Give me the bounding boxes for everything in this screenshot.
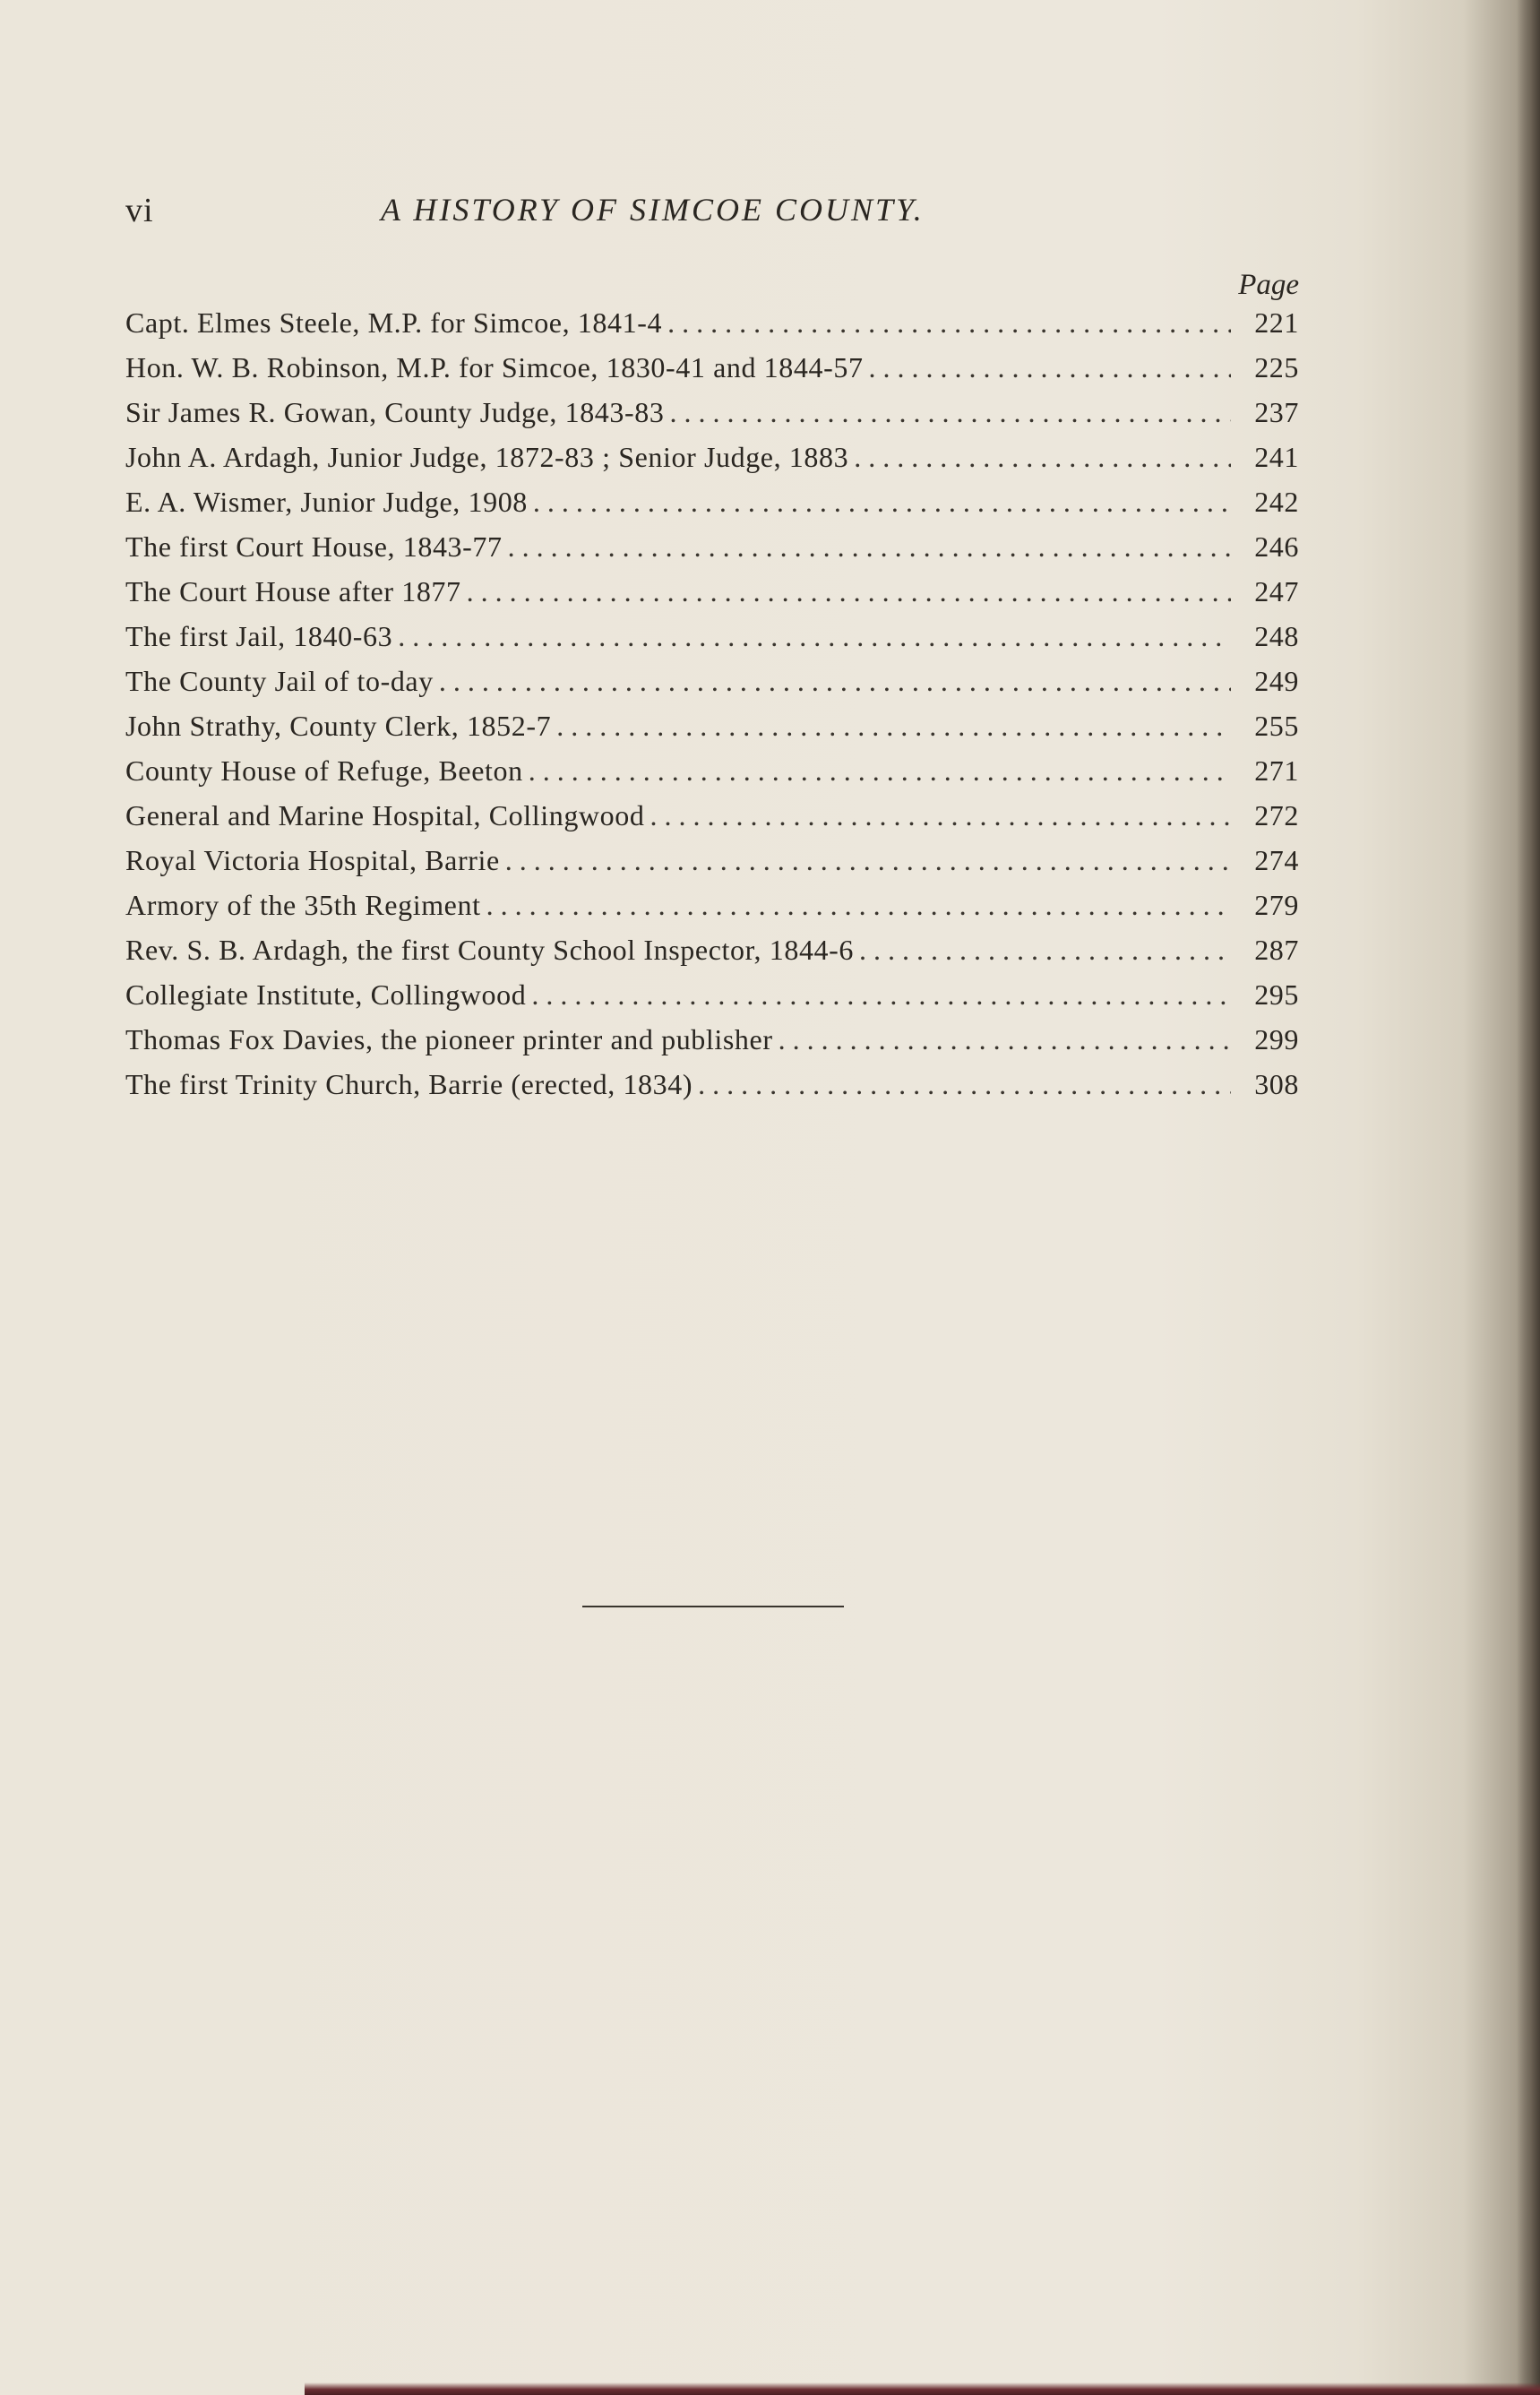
- list-item: [125, 306, 1299, 351]
- entry-page: 246: [1254, 530, 1299, 563]
- entry-title: Collegiate Institute, Collingwood: [125, 978, 527, 1011]
- dot-leader: [439, 665, 1231, 698]
- running-title: A HISTORY OF SIMCOE COUNTY.: [381, 192, 925, 228]
- entry-title: Royal Victoria Hospital, Barrie: [125, 844, 500, 876]
- list-item: [125, 889, 1299, 934]
- entry-title: Rev. S. B. Ardagh, the first County School Inspector, 1844-6: [125, 934, 855, 966]
- entry-title: Armory of the 35th Regiment: [125, 889, 481, 921]
- entry-title: Hon. W. B. Robinson, M.P. for Simcoe, 1830-41 and 1844-57: [125, 351, 864, 383]
- dot-leader: [467, 575, 1231, 608]
- entry-page: 248: [1254, 620, 1299, 652]
- dot-leader: [529, 754, 1231, 788]
- page-column-heading: Page: [1238, 269, 1299, 301]
- entry-page: 249: [1254, 665, 1299, 697]
- list-item: [125, 351, 1299, 396]
- dot-leader: [854, 441, 1231, 474]
- dot-leader: [556, 710, 1231, 743]
- dot-leader: [669, 396, 1231, 429]
- entry-page: 308: [1254, 1068, 1299, 1100]
- dot-leader: [667, 306, 1231, 340]
- list-item: [125, 1068, 1299, 1113]
- list-item: [125, 396, 1299, 441]
- entry-title: The first Trinity Church, Barrie (erected, 1834): [125, 1068, 693, 1100]
- entry-title: John Strathy, County Clerk, 1852-7: [125, 710, 552, 742]
- entry-title: E. A. Wismer, Junior Judge, 1908: [125, 486, 528, 518]
- entry-page: 241: [1254, 441, 1299, 473]
- list-item: [125, 530, 1299, 575]
- dot-leader: [859, 934, 1231, 967]
- entry-page: 255: [1254, 710, 1299, 742]
- list-item: [125, 620, 1299, 665]
- list-item: [125, 934, 1299, 978]
- section-divider: [582, 1606, 844, 1607]
- dot-leader: [869, 351, 1231, 384]
- entry-page: 279: [1254, 889, 1299, 921]
- entry-page: 221: [1254, 306, 1299, 339]
- list-item: [125, 575, 1299, 620]
- entry-title: John A. Ardagh, Junior Judge, 1872-83 ; Senior Judge, 1883: [125, 441, 849, 473]
- entry-page: 271: [1254, 754, 1299, 787]
- entry-page: 237: [1254, 396, 1299, 428]
- entry-page: 247: [1254, 575, 1299, 607]
- illustrations-list: [125, 306, 1299, 1113]
- entry-page: 242: [1254, 486, 1299, 518]
- entry-title: General and Marine Hospital, Collingwood: [125, 799, 645, 831]
- entry-title: Thomas Fox Davies, the pioneer printer and publisher: [125, 1023, 773, 1055]
- entry-page: 274: [1254, 844, 1299, 876]
- dot-leader: [398, 620, 1231, 653]
- entry-page: 299: [1254, 1023, 1299, 1055]
- list-item: [125, 1023, 1299, 1068]
- dot-leader: [505, 844, 1231, 877]
- entry-title: Sir James R. Gowan, County Judge, 1843-83: [125, 396, 665, 428]
- list-item: [125, 754, 1299, 799]
- dot-leader: [486, 889, 1231, 922]
- list-item: [125, 710, 1299, 754]
- dot-leader: [698, 1068, 1231, 1101]
- entry-title: The first Court House, 1843-77: [125, 530, 503, 563]
- dot-leader: [650, 799, 1231, 832]
- entry-title: The Court House after 1877: [125, 575, 461, 607]
- entry-title: The first Jail, 1840-63: [125, 620, 393, 652]
- cover-edge: [305, 2382, 1540, 2395]
- dot-leader: [508, 530, 1231, 564]
- page-number: vi: [125, 192, 154, 229]
- entry-page: 287: [1254, 934, 1299, 966]
- list-item: [125, 978, 1299, 1023]
- page-gutter-shadow: [1517, 0, 1540, 2395]
- dot-leader: [531, 978, 1231, 1012]
- entry-page: 225: [1254, 351, 1299, 383]
- dot-leader: [533, 486, 1231, 519]
- dot-leader: [779, 1023, 1231, 1056]
- entry-title: The County Jail of to-day: [125, 665, 434, 697]
- page-header: [125, 191, 1299, 245]
- list-item: [125, 441, 1299, 486]
- list-item: [125, 486, 1299, 530]
- list-item: [125, 799, 1299, 844]
- entry-page: 272: [1254, 799, 1299, 831]
- entry-title: Capt. Elmes Steele, M.P. for Simcoe, 1841-4: [125, 306, 663, 339]
- entry-page: 295: [1254, 978, 1299, 1011]
- entry-title: County House of Refuge, Beeton: [125, 754, 523, 787]
- list-item: [125, 665, 1299, 710]
- list-item: [125, 844, 1299, 889]
